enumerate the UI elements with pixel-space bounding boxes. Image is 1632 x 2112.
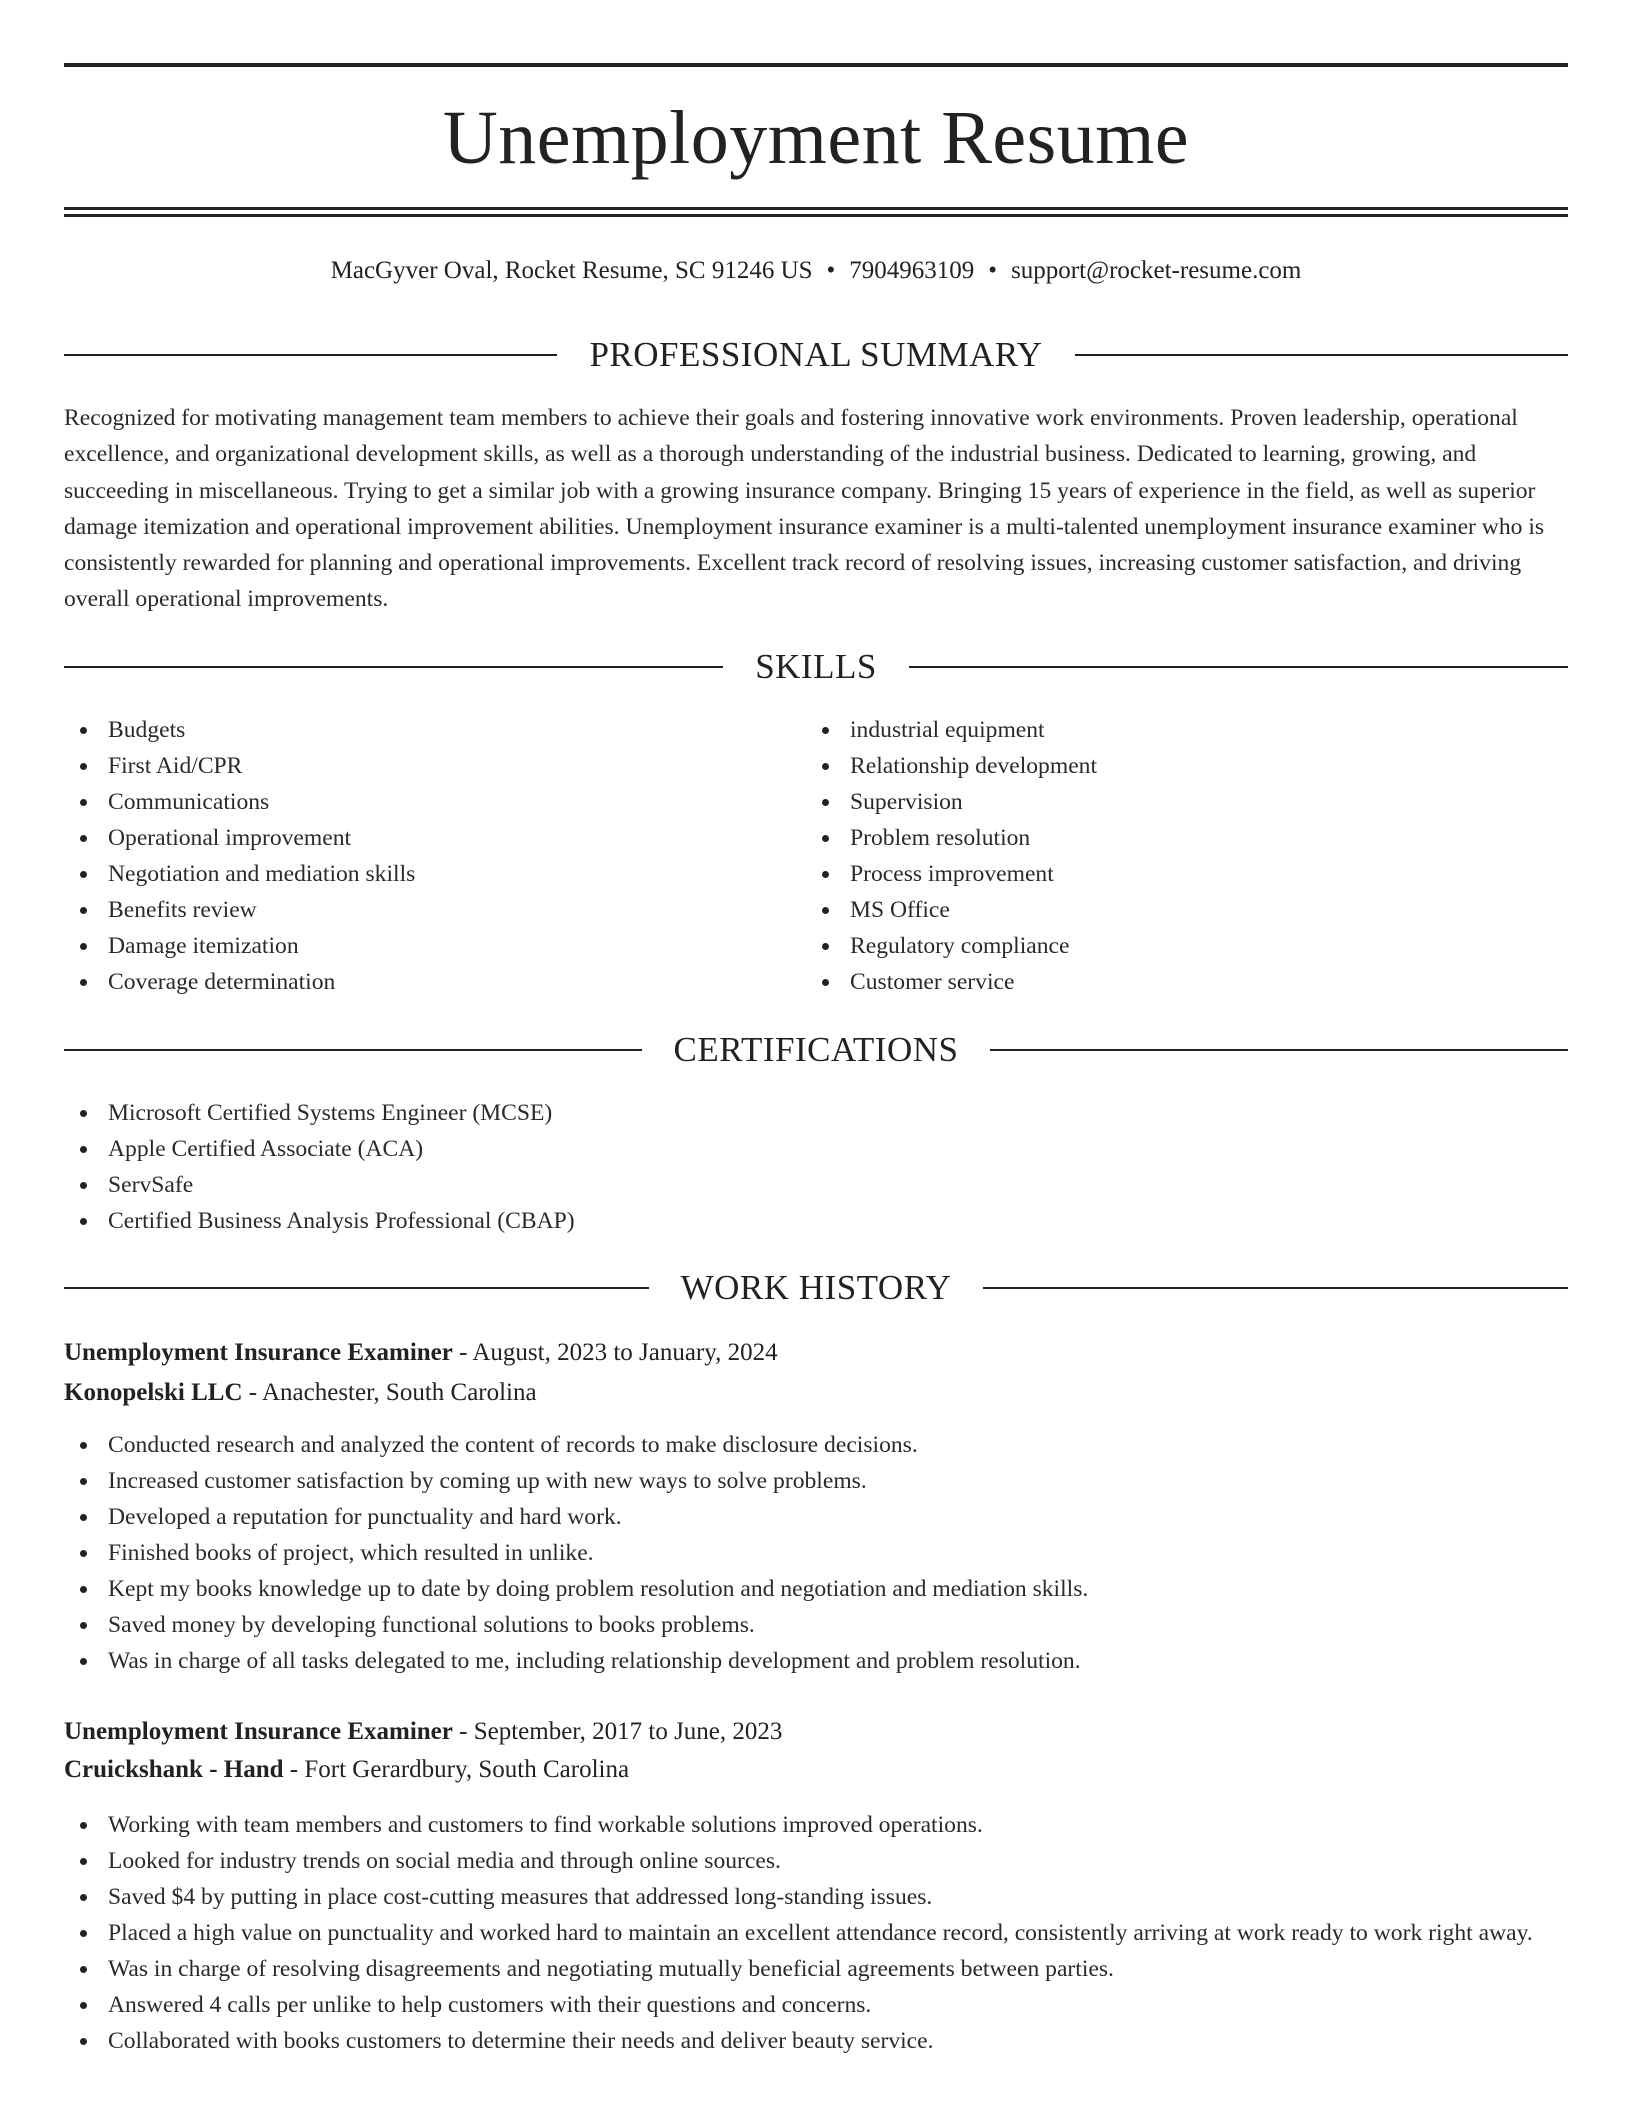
certification-item: Certified Business Analysis Professional (CBAP) (64, 1203, 1568, 1239)
certifications-list (64, 1095, 1568, 1239)
certification-item: ServSafe (64, 1167, 1568, 1203)
job-bullet: Answered 4 calls per unlike to help customers with their questions and concerns. (64, 1987, 1568, 2023)
summary-heading (64, 333, 1568, 377)
skill-item: Relationship development (806, 748, 1566, 784)
work-history-heading-label: WORK HISTORY (680, 1268, 952, 1307)
skills-heading (64, 645, 1568, 689)
skill-item: Supervision (806, 784, 1566, 820)
summary-text: Recognized for motivating management team members to achieve their goals and fostering innovative work environments. Proven leadership, operational excellence, and organizational development skills, as well as a thorough understanding of the industrial business. Dedicated to learning, growing, and succeeding in miscellaneous. Trying to get a similar job with a growing insurance company. Bringing 15 years of experience in the field, as well as superior damage itemization and operational improvement abilities. Unemployment insurance examiner is a multi-talented unemployment insurance examiner who is consistently rewarded for planning and operational improvements. Excellent track record of resolving issues, increasing customer satisfaction, and driving overall operational improvements. (64, 405, 1545, 613)
title-double-rule (64, 207, 1568, 217)
job-title: Unemployment Insurance Examiner (64, 1718, 453, 1745)
job-dates: - September, 2017 to June, 2023 (459, 1718, 783, 1745)
job-company: Konopelski LLC (64, 1379, 243, 1406)
job-title-line (64, 1714, 1568, 1750)
heading-rule (64, 1287, 649, 1289)
skill-item: Problem resolution (806, 820, 1566, 856)
job-bullet-list (64, 1427, 1568, 1679)
contact-phone: 7904963109 (849, 257, 975, 284)
contact-separator: • (988, 257, 998, 284)
job-bullet: Looked for industry trends on social media and through online sources. (64, 1843, 1568, 1879)
certification-item: Microsoft Certified Systems Engineer (MCSE) (64, 1095, 1568, 1131)
job-bullet: Was in charge of resolving disagreements and negotiating mutually beneficial agreements between parties. (64, 1951, 1568, 1987)
job-bullet: Developed a reputation for punctuality and hard work. (64, 1499, 1568, 1535)
skill-item: Budgets (64, 712, 764, 748)
job-bullet: Conducted research and analyzed the content of records to make disclosure decisions. (64, 1427, 1568, 1463)
job-bullet: Finished books of project, which resulted in unlike. (64, 1535, 1568, 1571)
certifications-heading (64, 1028, 1568, 1072)
skill-item: First Aid/CPR (64, 748, 764, 784)
resume-title: Unemployment Resume (442, 96, 1190, 180)
job-bullet: Was in charge of all tasks delegated to me, including relationship development and problem resolution. (64, 1643, 1568, 1679)
job-bullet: Saved money by developing functional solutions to books problems. (64, 1607, 1568, 1643)
heading-rule (64, 666, 723, 668)
work-history-heading (64, 1266, 1568, 1310)
heading-rule (64, 1049, 642, 1051)
contact-line (64, 254, 1568, 288)
job-title-line (64, 1335, 1568, 1371)
job-location: - Anachester, South Carolina (248, 1379, 537, 1406)
summary-heading-label: PROFESSIONAL SUMMARY (589, 335, 1043, 374)
job-bullet: Increased customer satisfaction by coming up with new ways to solve problems. (64, 1463, 1568, 1499)
job-bullet-list (64, 1807, 1568, 2059)
heading-rule (64, 354, 557, 356)
skill-item: Customer service (806, 964, 1566, 1000)
heading-rule (1075, 354, 1568, 356)
skill-item: industrial equipment (806, 712, 1566, 748)
skills-heading-label: SKILLS (755, 647, 877, 686)
skill-item: Communications (64, 784, 764, 820)
certifications-heading-label: CERTIFICATIONS (673, 1030, 959, 1069)
skill-item: MS Office (806, 892, 1566, 928)
contact-address: MacGyver Oval, Rocket Resume, SC 91246 US (330, 257, 813, 284)
skill-item: Process improvement (806, 856, 1566, 892)
job-bullet: Working with team members and customers to find workable solutions improved operations. (64, 1807, 1568, 1843)
skill-item: Damage itemization (64, 928, 764, 964)
job-bullet: Placed a high value on punctuality and worked hard to maintain an excellent attendance record, consistently arriving at work ready to work right away. (64, 1915, 1568, 1951)
contact-separator: • (826, 257, 836, 284)
job-bullet: Collaborated with books customers to determine their needs and deliver beauty service. (64, 2023, 1568, 2059)
job-company: Cruickshank - Hand (64, 1756, 284, 1783)
job-title: Unemployment Insurance Examiner (64, 1339, 453, 1366)
top-rule (64, 63, 1568, 67)
skills-list-left (64, 712, 764, 1000)
skill-item: Operational improvement (64, 820, 764, 856)
skill-item: Regulatory compliance (806, 928, 1566, 964)
job-bullet: Saved $4 by putting in place cost-cutting measures that addressed long-standing issues. (64, 1879, 1568, 1915)
skill-item: Negotiation and mediation skills (64, 856, 764, 892)
job-bullet: Kept my books knowledge up to date by doing problem resolution and negotiation and mediation skills. (64, 1571, 1568, 1607)
skill-item: Coverage determination (64, 964, 764, 1000)
certification-item: Apple Certified Associate (ACA) (64, 1131, 1568, 1167)
heading-rule (990, 1049, 1568, 1051)
heading-rule (983, 1287, 1568, 1289)
skill-item: Benefits review (64, 892, 764, 928)
heading-rule (909, 666, 1568, 668)
job-dates: - August, 2023 to January, 2024 (459, 1339, 778, 1366)
job-location: - Fort Gerardbury, South Carolina (289, 1756, 630, 1783)
skills-list-right (806, 712, 1566, 1000)
job-company-line (64, 1375, 1568, 1411)
contact-email: support@rocket-resume.com (1011, 257, 1302, 284)
job-company-line (64, 1752, 1568, 1788)
